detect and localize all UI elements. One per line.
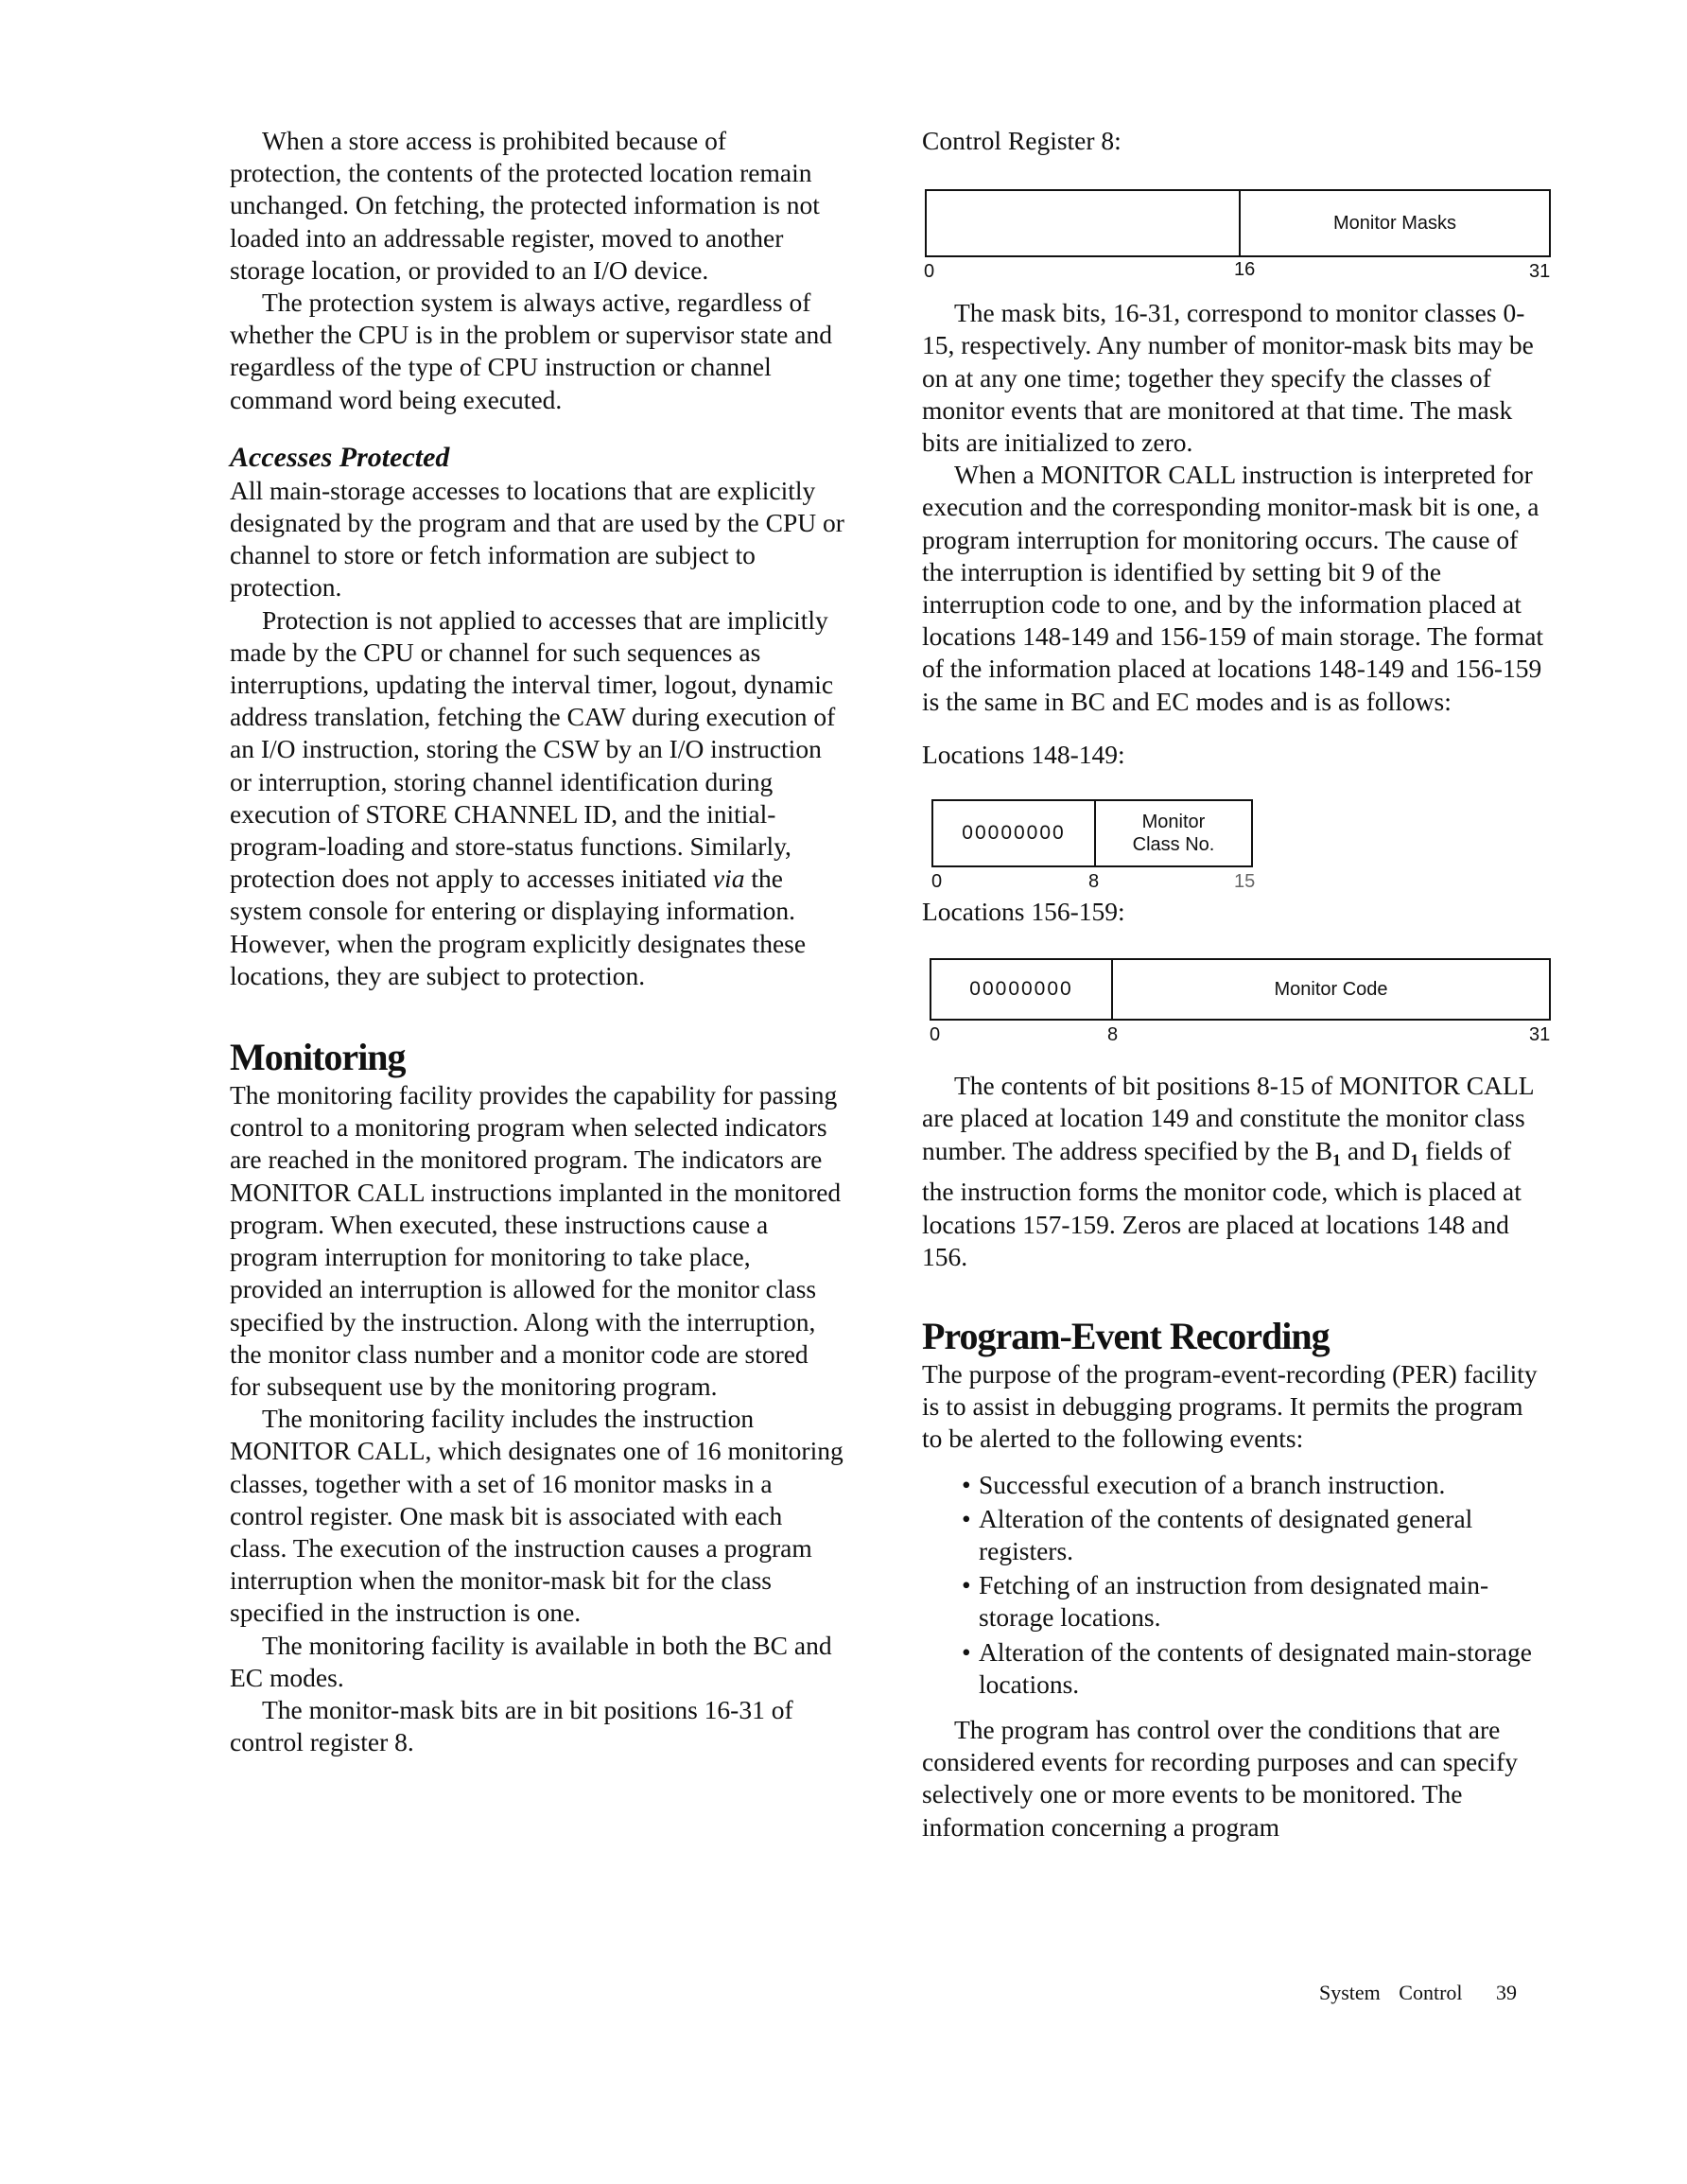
bit-label-31: 31 bbox=[1529, 1024, 1551, 1046]
paragraph-bc-ec-modes: The monitoring facility is available in both the BC and EC modes. bbox=[230, 1630, 832, 1692]
list-item-text: Alteration of the contents of designated general registers. bbox=[979, 1503, 1473, 1565]
bit-label-0: 0 bbox=[930, 1024, 941, 1046]
per-events-list bbox=[922, 1469, 1546, 1701]
bit-label-8: 8 bbox=[1088, 871, 1100, 893]
footer-section-title: System Control bbox=[1319, 1981, 1463, 2004]
page-footer bbox=[1319, 1981, 1517, 2005]
label-locations-156-159: Locations 156-159: bbox=[922, 897, 1125, 927]
list-item bbox=[922, 1469, 1546, 1501]
bit-label-8: 8 bbox=[1107, 1024, 1119, 1046]
locations-156-159-diagram bbox=[922, 958, 1551, 1053]
paragraph-per-purpose: The purpose of the program-event-recording (PER) facility is to assist in debugging programs. It permits the program to be alerted to the following events: bbox=[922, 1358, 1538, 1454]
label-control-register-8: Control Register 8: bbox=[922, 126, 1122, 155]
page-number: 39 bbox=[1496, 1981, 1518, 2004]
paragraph-main-storage-accesses: All main-storage accesses to locations that are explicitly designated by the program and that are used by the CPU or channel to store or fetch information are subject to protection. bbox=[230, 475, 844, 603]
field-zeros: 00000000 bbox=[962, 822, 1066, 845]
text-segment: Protection is not applied to accesses that are implicitly made by the CPU or channel for such sequences as interruptions, updating the interval timer, logout, dynamic address translation, fetching the CAW during execution of an I/O instruction, storing the CSW by an I/O instruction or interruption, storing channel identification during execution of STORE CHANNEL ID, and the initial-program-loading and store-status functions. Similarly, protection does not apply to accesses initiated bbox=[230, 604, 836, 894]
bullet-icon: • bbox=[962, 1469, 971, 1499]
register-box bbox=[931, 799, 1253, 867]
right-column bbox=[922, 125, 1551, 1843]
bit-label-0: 0 bbox=[924, 261, 935, 283]
left-column bbox=[230, 125, 844, 1758]
paragraph-monitor-call: The monitoring facility includes the instruction MONITOR CALL, which designates one of 16 monitoring classes, together with a set of 16 monitor masks in a control register. One mask bit is associated with each class. The execution of the instruction causes a program interruption when the monitor-mask bit for the class specified in the instruction is one. bbox=[230, 1404, 844, 1628]
heading-monitoring: Monitoring bbox=[230, 1036, 406, 1079]
list-item-text: Fetching of an instruction from designated main-storage locations. bbox=[979, 1570, 1489, 1633]
field-label-line2: Class No. bbox=[1132, 834, 1215, 856]
paragraph-program-control: The program has control over the conditions that are considered events for recording purposes and can specify selectively one or more events to be monitored. The information concerning a program bbox=[922, 1715, 1518, 1842]
text-d: D bbox=[1391, 1135, 1411, 1165]
text-segment: The contents of bit positions 8-15 of MONITOR CALL are placed at location 149 and constitute the monitor class number. The address specified by the bbox=[922, 1071, 1534, 1165]
field-monitor-code: Monitor Code bbox=[1274, 979, 1388, 1001]
subscript-1: 1 bbox=[1332, 1150, 1342, 1170]
paragraph-mask-bits: The mask bits, 16-31, correspond to monitor classes 0-15, respectively. Any number of monitor-mask bits may be on at any one time; together they specify the classes of monitor events that are monitored at that time. The mask bits are initialized to zero. bbox=[922, 298, 1534, 458]
field-zeros: 00000000 bbox=[969, 978, 1073, 1001]
paragraph-monitoring-facility: The monitoring facility provides the capability for passing control to a monitoring program when selected indicators are reached in the monitored program. The indicators are MONITOR CALL instructions implanted in the monitored program. When executed, these instructions cause a program interruption for monitoring to take place, provided an interruption is allowed for the monitor class specified by the instruction. Along with the interruption, the monitor class number and a monitor code are stored for subsequent use by the monitoring program. bbox=[230, 1080, 842, 1401]
paragraph-mask-bit-positions: The monitor-mask bits are in bit positions 16-31 of control register 8. bbox=[230, 1694, 793, 1757]
heading-accesses-protected: Accesses Protected bbox=[230, 441, 450, 473]
list-item-text: Alteration of the contents of designated main-storage locations. bbox=[979, 1636, 1532, 1699]
list-item bbox=[922, 1569, 1546, 1634]
list-item bbox=[922, 1636, 1546, 1701]
list-item-text: Successful execution of a branch instruction. bbox=[979, 1469, 1446, 1499]
bit-label-15: 15 bbox=[1234, 871, 1256, 893]
field-monitor-masks: Monitor Masks bbox=[1332, 213, 1457, 235]
register-box bbox=[930, 958, 1551, 1021]
field-monitor-class-no bbox=[1096, 801, 1251, 865]
paragraph-bit-positions-8-15 bbox=[922, 1070, 1546, 1273]
locations-148-149-diagram bbox=[922, 799, 1546, 894]
label-locations-148-149: Locations 148-149: bbox=[922, 739, 1125, 769]
text-segment: the system console for entering or displaying information. However, when the program explicitly designates these locations, they are subject to protection. bbox=[230, 864, 807, 990]
bullet-icon: • bbox=[962, 1570, 971, 1600]
paragraph-store-access: When a store access is prohibited because of protection, the contents of the protected location remain unchanged. On fetching, the protected information is not loaded into an addressable register, moved to another storage location, or provided to an I/O device. bbox=[230, 126, 820, 285]
field-label-line1: Monitor bbox=[1141, 812, 1206, 833]
bit-label-31: 31 bbox=[1529, 261, 1551, 283]
paragraph-protection-system: The protection system is always active, regardless of whether the CPU is in the problem or supervisor state and regardless of the type of CPU instruction or channel command word being executed. bbox=[230, 288, 832, 414]
control-register-8-diagram bbox=[922, 189, 1551, 284]
paragraph-monitor-call-interpreted: When a MONITOR CALL instruction is interpreted for execution and the corresponding monitor-mask bit is one, a program interruption for monitoring occurs. The cause of the interruption is identified by setting bit 9 of the interruption code to one, and by the information placed at locations 148-149 and 156-159 of main storage. The format of the information placed at locations 148-149 and 156-159 is the same in BC and EC modes and is as follows: bbox=[922, 460, 1544, 716]
heading-program-event-recording: Program-Event Recording bbox=[922, 1314, 1330, 1357]
italic-via: via bbox=[712, 864, 745, 894]
register-box bbox=[925, 189, 1551, 257]
text-segment: and bbox=[1341, 1135, 1392, 1165]
text-b: B bbox=[1314, 1135, 1333, 1165]
subscript-1: 1 bbox=[1410, 1150, 1419, 1170]
bullet-icon: • bbox=[962, 1503, 971, 1533]
list-item bbox=[922, 1503, 1546, 1567]
bullet-icon: • bbox=[962, 1636, 971, 1667]
paragraph-protection-not-applied bbox=[230, 604, 844, 992]
text-segment: fields of the instruction forms the monitor code, which is placed at locations 157-159. Zeros are placed at locations 148 and 156. bbox=[922, 1135, 1522, 1271]
bit-label-16: 16 bbox=[1234, 259, 1256, 281]
bit-label-0: 0 bbox=[931, 871, 943, 893]
